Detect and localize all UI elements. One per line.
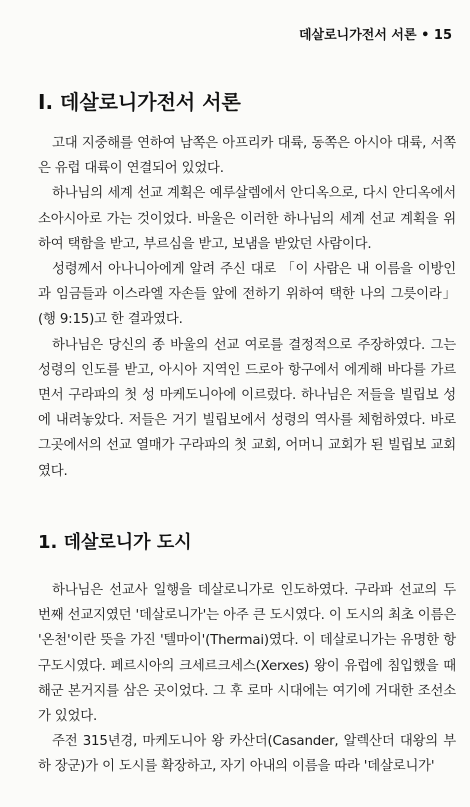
- paragraph: 하나님은 당신의 종 바울의 선교 여로를 결정적으로 주장하였다. 그는 성령의 인도를 받고, 아시아 지역인 드로아 항구에서 에게해 바다를 가르면서 구라파의 첫 성 마케도니아에 이르렀다. 하나님은 저들을 빌립보 성에 내려놓았다. 저들은 거기 빌립보에서 성령의 역사를 체험하였다. 바로 그곳에서의 선교 열매가 구라파의 첫 교회, 어머니 교회가 된 빌립보 교회였다.: [38, 337, 456, 479]
- paragraph: 고대 지중해를 연하여 남쪽은 아프리카 대륙, 동쪽은 아시아 대륙, 서쪽은 유럽 대륙이 연결되어 있었다.: [38, 136, 456, 177]
- paragraph: 주전 315년경, 마케도니아 왕 카산더(Casander, 알렉산더 대왕의 부하 장군)가 이 도시를 확장하고, 자기 아내의 이름을 따라 '데살로니가': [38, 734, 456, 775]
- paragraph: 하나님은 선교사 일행을 데살로니가로 인도하였다. 구라파 선교의 두 번째 선교지였던 '데살로니가'는 아주 큰 도시였다. 이 도시의 최초 이름은 '온천'이란 뜻을 가진 '텔마이'(Thermai)였다. 이 데살로니가는 유명한 항구도시였다. 페르시아의 크세르크세스(Xerxes) 왕이 유럽에 침입했을 때 해군 본거지를 삼은 곳이었다. 그 후 로마 시대에는 여기에 거대한 조선소가 있었다.: [38, 583, 456, 725]
- section-body: [38, 131, 456, 484]
- paragraph: 성령께서 아나니아에게 알려 주신 대로 「이 사람은 내 이름을 이방인과 임금들과 이스라엘 자손들 앞에 전하기 위하여 택한 나의 그릇이라」(행 9:15)고 한 결과였다.: [38, 262, 456, 328]
- paragraph: 하나님의 세계 선교 계획은 예루살렘에서 안디옥으로, 다시 안디옥에서 소아시아로 가는 것이었다. 바울은 이러한 하나님의 세계 선교 계획을 위하여 택함을 받고, 부르심을 받고, 보냄을 받았던 사람이다.: [38, 186, 456, 252]
- subsection-title: 1. 데살로니가 도시: [38, 532, 192, 553]
- section-title: I. 데살로니가전서 서론: [38, 90, 241, 114]
- running-header: 데살로니가전서 서론 • 15: [299, 28, 452, 43]
- subsection-body: [38, 578, 456, 780]
